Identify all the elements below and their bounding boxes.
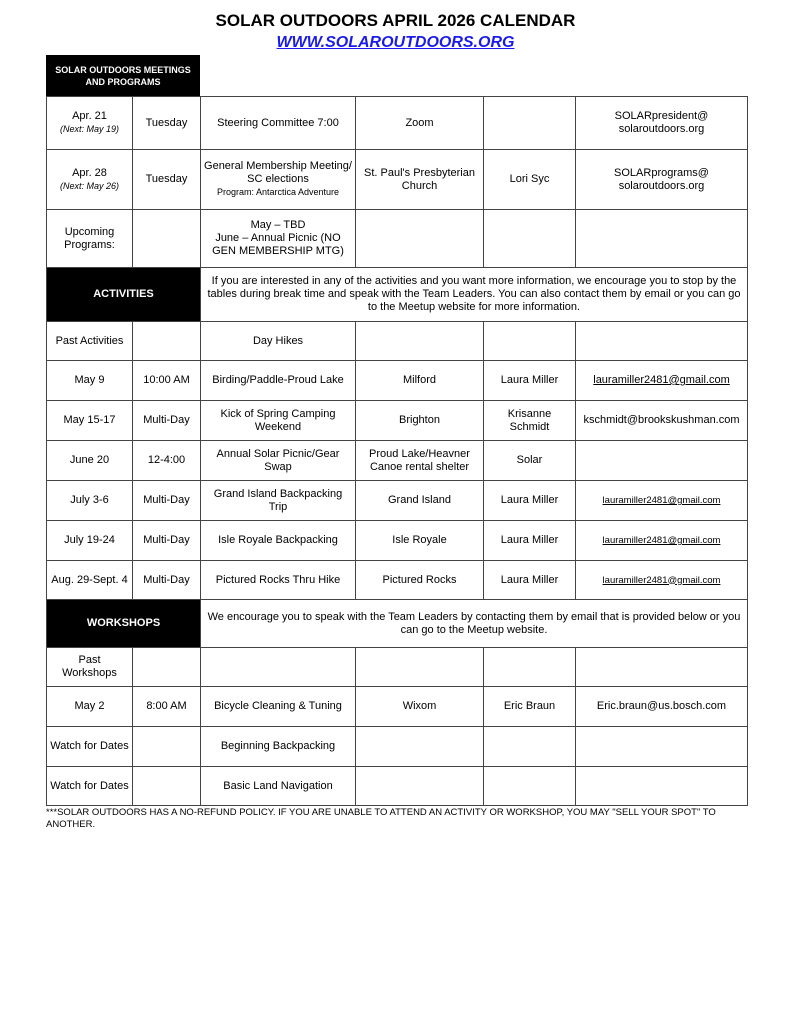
meeting-row xyxy=(47,150,748,210)
watch-event: Basic Land Navigation xyxy=(201,767,356,806)
meeting-leader xyxy=(484,97,576,150)
meeting-contact[interactable]: SOLARpresident@ solaroutdoors.org xyxy=(576,97,748,150)
activity-date: July 19-24 xyxy=(47,521,133,561)
activity-time: Multi-Day xyxy=(133,521,201,561)
activity-leader: Solar xyxy=(484,441,576,481)
next-date: (Next: May 19) xyxy=(59,124,119,134)
activity-event: Grand Island Backpacking Trip xyxy=(201,481,356,521)
activity-event: Kick of Spring Camping Weekend xyxy=(201,401,356,441)
activity-time: 10:00 AM xyxy=(133,361,201,401)
meetings-section-label: SOLAR OUTDOORS MEETINGS AND PROGRAMS xyxy=(46,55,200,97)
activity-contact[interactable]: kschmidt@brookskushman.com xyxy=(576,401,748,441)
activity-location: Pictured Rocks xyxy=(356,561,484,600)
meeting-leader: Lori Syc xyxy=(484,150,576,210)
activity-date: June 20 xyxy=(47,441,133,481)
activity-contact[interactable]: lauramiller2481@gmail.com xyxy=(576,521,748,561)
activity-event: Pictured Rocks Thru Hike xyxy=(201,561,356,600)
meeting-row xyxy=(47,97,748,150)
activity-time: 12-4:00 xyxy=(133,441,201,481)
meeting-date: Apr. 28 (Next: May 26) xyxy=(47,150,133,210)
activity-event: Annual Solar Picnic/Gear Swap xyxy=(201,441,356,481)
meeting-day: Tuesday xyxy=(133,150,201,210)
activity-event: Isle Royale Backpacking xyxy=(201,521,356,561)
workshop-time: 8:00 AM xyxy=(133,687,201,727)
past-activities-row xyxy=(47,322,748,361)
past-activities-label: Past Activities xyxy=(47,322,133,361)
past-workshops-row xyxy=(47,648,748,687)
meeting-location: Zoom xyxy=(356,97,484,150)
activity-row xyxy=(47,561,748,600)
activity-contact xyxy=(576,441,748,481)
workshop-location: Wixom xyxy=(356,687,484,727)
workshop-leader: Eric Braun xyxy=(484,687,576,727)
activity-location: Isle Royale xyxy=(356,521,484,561)
activity-time: Multi-Day xyxy=(133,401,201,441)
past-workshops-label: Past Workshops xyxy=(47,648,133,687)
activity-leader: Laura Miller xyxy=(484,481,576,521)
activity-location: Milford xyxy=(356,361,484,401)
refund-policy-note: ***SOLAR OUTDOORS HAS A NO-REFUND POLICY. IF YOU ARE UNABLE TO ATTEND AN ACTIVITY OR WORKSHOP, YOU MAY "SELL YOUR SPOT" TO ANOTHER. xyxy=(46,807,716,830)
activity-row xyxy=(47,481,748,521)
activity-date: May 15-17 xyxy=(47,401,133,441)
activities-header-row xyxy=(47,268,748,322)
workshop-date: May 2 xyxy=(47,687,133,727)
activity-date: Aug. 29-Sept. 4 xyxy=(47,561,133,600)
watch-label: Watch for Dates xyxy=(47,727,133,767)
watch-label: Watch for Dates xyxy=(47,767,133,806)
activity-row xyxy=(47,401,748,441)
activity-leader: Laura Miller xyxy=(484,521,576,561)
activity-row xyxy=(47,441,748,481)
program-note: Program: Antarctica Adventure xyxy=(216,187,340,197)
meeting-event: General Membership Meeting/ SC elections Program: Antarctica Adventure xyxy=(201,150,356,210)
activity-event: Birding/Paddle-Proud Lake xyxy=(201,361,356,401)
meeting-location: St. Paul's Presbyterian Church xyxy=(356,150,484,210)
activity-location: Grand Island xyxy=(356,481,484,521)
workshops-header-row xyxy=(47,600,748,648)
past-activity-event: Day Hikes xyxy=(201,322,356,361)
activity-contact[interactable]: lauramiller2481@gmail.com xyxy=(576,561,748,600)
workshop-event: Bicycle Cleaning & Tuning xyxy=(201,687,356,727)
activity-leader: Laura Miller xyxy=(484,561,576,600)
activity-date: July 3-6 xyxy=(47,481,133,521)
workshops-section-label: WORKSHOPS xyxy=(47,600,201,648)
upcoming-label: Upcoming Programs: xyxy=(47,210,133,268)
upcoming-programs: May – TBD June – Annual Picnic (NO GEN MEMBERSHIP MTG) xyxy=(201,210,356,268)
activity-time: Multi-Day xyxy=(133,561,201,600)
activity-time: Multi-Day xyxy=(133,481,201,521)
activity-contact[interactable]: lauramiller2481@gmail.com xyxy=(576,481,748,521)
activity-row xyxy=(47,521,748,561)
page-title: SOLAR OUTDOORS APRIL 2026 CALENDAR xyxy=(215,11,576,30)
watch-event: Beginning Backpacking xyxy=(201,727,356,767)
activity-leader: Krisanne Schmidt xyxy=(484,401,576,441)
activity-leader: Laura Miller xyxy=(484,361,576,401)
workshop-row xyxy=(47,687,748,727)
activity-date: May 9 xyxy=(47,361,133,401)
workshop-contact[interactable]: Eric.braun@us.bosch.com xyxy=(576,687,748,727)
meeting-day: Tuesday xyxy=(133,97,201,150)
website-link[interactable]: WWW.SOLAROUTDOORS.ORG xyxy=(276,34,515,51)
activities-description: If you are interested in any of the activities and you want more information, we encourage you to stop by the tables during break time and speak with the Team Leaders. You can also contact them by email or you can go to the Meetup website for more information. xyxy=(201,268,748,322)
activities-section-label: ACTIVITIES xyxy=(47,268,201,322)
activity-row xyxy=(47,361,748,401)
activity-location: Proud Lake/Heavner Canoe rental shelter xyxy=(356,441,484,481)
meeting-date: Apr. 21 (Next: May 19) xyxy=(47,97,133,150)
meeting-contact[interactable]: SOLARprograms@ solaroutdoors.org xyxy=(576,150,748,210)
watch-row xyxy=(47,767,748,806)
next-date: (Next: May 26) xyxy=(59,180,119,191)
activity-location: Brighton xyxy=(356,401,484,441)
watch-row xyxy=(47,727,748,767)
meeting-event: Steering Committee 7:00 xyxy=(201,97,356,150)
activity-contact[interactable]: lauramiller2481@gmail.com xyxy=(576,361,748,401)
workshops-description: We encourage you to speak with the Team Leaders by contacting them by email that is provided below or you can go to the Meetup website. xyxy=(201,600,748,648)
calendar-table xyxy=(46,96,748,806)
upcoming-row xyxy=(47,210,748,268)
